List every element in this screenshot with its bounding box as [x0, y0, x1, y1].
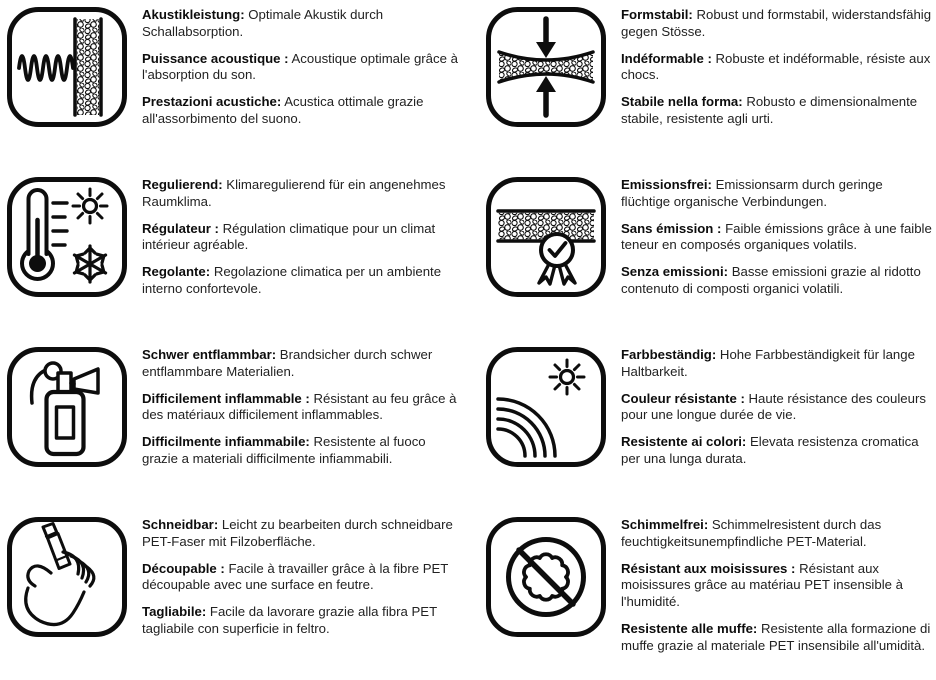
- paragraph-de: [142, 177, 462, 211]
- paragraph-it: [621, 434, 934, 468]
- feature-block-shape-stability: [468, 0, 936, 170]
- feature-label-it: Resistente alle muffe:: [621, 620, 758, 636]
- paragraph-fr: [621, 391, 934, 425]
- cutting-icon: [6, 516, 128, 638]
- feature-desc-it: Acustica ottimale grazie all'assorbimento del suono.: [142, 94, 424, 126]
- paragraph-it: [142, 264, 462, 298]
- feature-desc-fr: Robuste et indéformable, résiste aux chocs.: [621, 50, 931, 83]
- feature-desc-fr: Faible émissions grâce à une faible teneur en composés organiques volatils.: [621, 220, 932, 253]
- feature-label-it: Senza emissioni:: [621, 264, 729, 280]
- paragraph-de: [621, 177, 934, 211]
- feature-desc-it: Basse emissioni grazie al ridotto contenuto di composti organici volatili.: [621, 264, 921, 296]
- feature-label-it: Regolante:: [142, 264, 211, 280]
- paragraph-de: [142, 347, 462, 381]
- feature-label-de: Formstabil:: [621, 7, 693, 22]
- feature-block-cuttable: [0, 510, 468, 680]
- paragraph-it: [142, 604, 462, 638]
- feature-label-fr: Sans émission :: [621, 220, 722, 236]
- paragraph-de: [621, 347, 934, 381]
- feature-block-color-fastness: [468, 340, 936, 510]
- feature-desc-de: Emissionsarm durch geringe flüchtige organische Verbindungen.: [621, 177, 883, 209]
- feature-text: [621, 516, 934, 664]
- feature-label-de: Farbbeständig:: [621, 347, 717, 362]
- feature-label-it: Stabile nella forma:: [621, 94, 743, 110]
- feature-label-de: Schimmelfrei:: [621, 517, 709, 532]
- feature-label-de: Akustikleistung:: [142, 7, 245, 22]
- feature-desc-fr: Résistant aux moisissures grâce au matériau PET insensible à l'humidité.: [621, 560, 903, 610]
- feature-desc-fr: Régulation climatique pour un climat intérieur agréable.: [142, 220, 436, 253]
- paragraph-it: [621, 264, 934, 298]
- feature-desc-de: Leicht zu bearbeiten durch schneidbare PET-Faser mit Filzoberfläche.: [142, 517, 453, 549]
- emission-free-icon: [485, 176, 607, 298]
- feature-block-acoustic: [0, 0, 468, 170]
- shape-stability-icon: [485, 6, 607, 128]
- paragraph-de: [621, 7, 934, 41]
- paragraph-fr: [621, 221, 934, 255]
- feature-text: [142, 176, 462, 308]
- feature-label-fr: Indéformable :: [621, 50, 712, 66]
- paragraph-de: [142, 517, 462, 551]
- feature-label-fr: Puissance acoustique :: [142, 50, 289, 66]
- mold-free-icon: [485, 516, 607, 638]
- feature-text: [142, 346, 462, 478]
- feature-label-fr: Difficilement inflammable :: [142, 390, 310, 406]
- feature-desc-de: Hohe Farbbeständigkeit für lange Haltbarkeit.: [621, 347, 915, 379]
- paragraph-de: [142, 7, 462, 41]
- feature-desc-it: Elevata resistenza cromatica per una lunga durata.: [621, 434, 919, 466]
- feature-text: [621, 346, 934, 478]
- feature-label-fr: Couleur résistante :: [621, 390, 745, 406]
- feature-desc-it: Resistente al fuoco grazie a materiali difficilmente infiammabili.: [142, 434, 426, 466]
- feature-text: [142, 6, 462, 138]
- paragraph-it: [142, 434, 462, 468]
- feature-block-emission-free: [468, 170, 936, 340]
- feature-label-it: Difficilmente infiammabile:: [142, 434, 310, 450]
- paragraph-fr: [621, 561, 934, 611]
- feature-desc-de: Robust und formstabil, widerstandsfähig gegen Stösse.: [621, 7, 932, 39]
- feature-desc-de: Klimaregulierend für ein angenehmes Raumklima.: [142, 177, 446, 209]
- paragraph-de: [621, 517, 934, 551]
- paragraph-fr: [621, 51, 934, 85]
- color-fastness-icon: [485, 346, 607, 468]
- climate-regulation-icon: [6, 176, 128, 298]
- paragraph-it: [142, 94, 462, 128]
- feature-desc-de: Schimmelresistent durch das feuchtigkeitsunempfindliche PET-Material.: [621, 517, 882, 549]
- feature-text: [621, 176, 934, 308]
- fire-extinguisher-icon: [6, 346, 128, 468]
- feature-label-it: Resistente ai colori:: [621, 434, 747, 450]
- feature-label-fr: Régulateur :: [142, 220, 219, 236]
- paragraph-it: [621, 621, 934, 655]
- feature-text: [142, 516, 462, 648]
- feature-block-mold-free: [468, 510, 936, 680]
- feature-desc-fr: Haute résistance des couleurs pour une longue durée de vie.: [621, 390, 926, 423]
- feature-label-de: Schwer entflammbar:: [142, 347, 277, 362]
- feature-desc-it: Resistente alla formazione di muffe grazie al materiale PET insensibile all'umidità.: [621, 620, 931, 653]
- feature-label-de: Emissionsfrei:: [621, 177, 712, 192]
- paragraph-fr: [142, 391, 462, 425]
- feature-desc-fr: Facile à travailler grâce à la fibre PET découpable avec une surface en feutre.: [142, 560, 449, 593]
- feature-desc-fr: Résistant au feu grâce à des matériaux difficilement inflammables.: [142, 390, 457, 423]
- paragraph-it: [621, 94, 934, 128]
- feature-label-it: Prestazioni acustiche:: [142, 94, 282, 110]
- feature-block-climate: [0, 170, 468, 340]
- feature-desc-fr: Acoustique optimale grâce à l'absorption du son.: [142, 50, 458, 83]
- feature-desc-de: Brandsicher durch schwer entflammbare Materialien.: [142, 347, 433, 379]
- paragraph-fr: [142, 221, 462, 255]
- paragraph-fr: [142, 51, 462, 85]
- sound-absorption-icon: [6, 6, 128, 128]
- feature-desc-it: Regolazione climatica per un ambiente interno confortevole.: [142, 264, 442, 296]
- feature-label-de: Regulierend:: [142, 177, 223, 192]
- paragraph-fr: [142, 561, 462, 595]
- feature-block-fire-resistant: [0, 340, 468, 510]
- feature-label-it: Tagliabile:: [142, 604, 207, 620]
- feature-text: [621, 6, 934, 138]
- feature-desc-it: Facile da lavorare grazie alla fibra PET tagliabile con superficie in feltro.: [142, 604, 437, 636]
- feature-desc-it: Robusto e dimensionalmente stabile, resistente agli urti.: [621, 94, 918, 126]
- feature-label-de: Schneidbar:: [142, 517, 219, 532]
- feature-desc-de: Optimale Akustik durch Schallabsorption.: [142, 7, 384, 39]
- feature-label-fr: Découpable :: [142, 560, 225, 576]
- feature-label-fr: Résistant aux moisissures :: [621, 560, 796, 576]
